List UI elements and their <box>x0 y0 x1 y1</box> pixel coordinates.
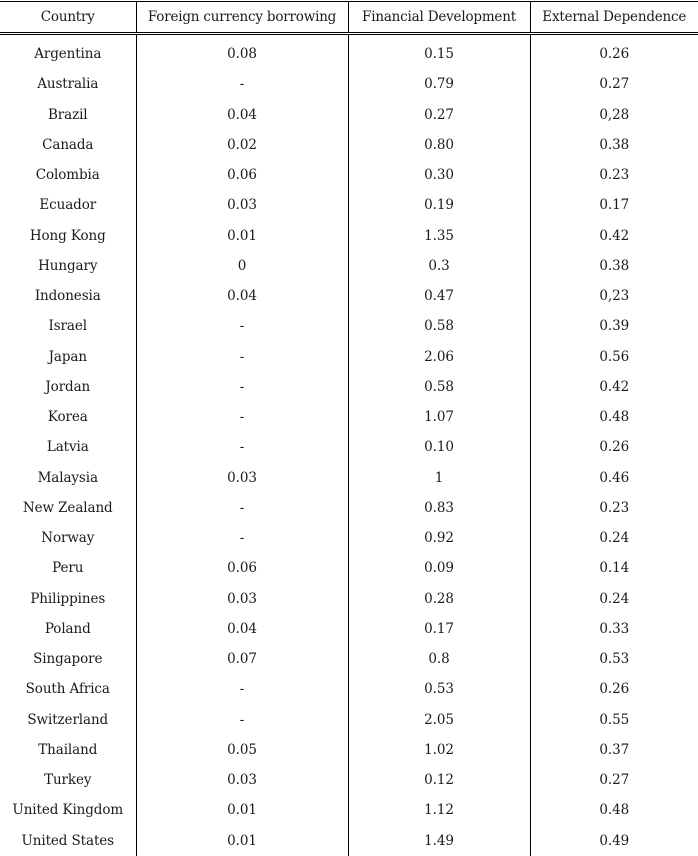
table-row <box>0 100 698 130</box>
external-dependence-cell: 0,28 <box>530 100 698 130</box>
country-cell: Switzerland <box>27 711 109 728</box>
country-cell: Singapore <box>33 651 103 668</box>
table-row <box>0 221 698 251</box>
table-row <box>0 130 698 160</box>
country-cell: Argentina <box>34 46 102 63</box>
financial-development-cell: 1.12 <box>348 795 530 825</box>
foreign-currency-borrowing-cell: 0.02 <box>136 130 348 160</box>
country-cell: Peru <box>52 560 84 577</box>
financial-development-cell: 0.53 <box>348 674 530 704</box>
column-header-foreign-currency-borrowing: Foreign currency borrowing <box>136 2 348 34</box>
country-cell: Jordan <box>45 378 91 395</box>
external-dependence-cell: 0.26 <box>530 674 698 704</box>
external-dependence-cell: 0.42 <box>530 221 698 251</box>
external-dependence-cell: 0.23 <box>530 493 698 523</box>
foreign-currency-borrowing-cell: 0.07 <box>136 644 348 674</box>
financial-development-cell: 2.05 <box>348 705 530 735</box>
country-cell: Thailand <box>38 741 98 758</box>
external-dependence-cell: 0.49 <box>530 826 698 856</box>
country-cell: New Zealand <box>22 499 113 516</box>
table-row <box>0 311 698 341</box>
foreign-currency-borrowing-cell: - <box>136 372 348 402</box>
financial-development-cell: 0.58 <box>348 372 530 402</box>
table-row <box>0 614 698 644</box>
financial-development-cell: 0.3 <box>348 251 530 281</box>
country-cell: Norway <box>41 530 95 547</box>
external-dependence-cell: 0.33 <box>530 614 698 644</box>
financial-development-cell: 0.79 <box>348 69 530 99</box>
table-row <box>0 705 698 735</box>
table-row <box>0 160 698 190</box>
external-dependence-cell: 0.17 <box>530 190 698 220</box>
foreign-currency-borrowing-cell: - <box>136 69 348 99</box>
external-dependence-cell: 0.26 <box>530 432 698 462</box>
country-cell: United Kingdom <box>12 802 124 819</box>
external-dependence-cell: 0.27 <box>530 69 698 99</box>
column-header-financial-development: Financial Development <box>348 2 530 34</box>
financial-development-cell: 0.10 <box>348 432 530 462</box>
financial-development-cell: 1 <box>348 463 530 493</box>
country-cell: Israel <box>48 318 87 335</box>
table-row <box>0 463 698 493</box>
external-dependence-cell: 0.14 <box>530 553 698 583</box>
table-row <box>0 281 698 311</box>
financial-development-cell: 1.02 <box>348 735 530 765</box>
financial-development-cell: 0.12 <box>348 765 530 795</box>
financial-development-cell: 0.19 <box>348 190 530 220</box>
foreign-currency-borrowing-cell: 0.04 <box>136 614 348 644</box>
country-cell: Japan <box>48 348 87 365</box>
table-row <box>0 493 698 523</box>
foreign-currency-borrowing-cell: 0.03 <box>136 765 348 795</box>
country-cell: Hungary <box>38 257 98 274</box>
table-row <box>0 34 698 70</box>
foreign-currency-borrowing-cell: 0 <box>136 251 348 281</box>
foreign-currency-borrowing-cell: - <box>136 493 348 523</box>
external-dependence-cell: 0.39 <box>530 311 698 341</box>
country-cell: Turkey <box>44 772 92 789</box>
table-row <box>0 69 698 99</box>
country-cell: United States <box>21 832 114 849</box>
country-cell: Malaysia <box>37 469 98 486</box>
external-dependence-cell: 0.37 <box>530 735 698 765</box>
foreign-currency-borrowing-cell: 0.03 <box>136 584 348 614</box>
financial-development-cell: 0.83 <box>348 493 530 523</box>
foreign-currency-borrowing-cell: - <box>136 402 348 432</box>
foreign-currency-borrowing-cell: - <box>136 432 348 462</box>
financial-development-cell: 1.49 <box>348 826 530 856</box>
table-row <box>0 553 698 583</box>
foreign-currency-borrowing-cell: 0.01 <box>136 221 348 251</box>
financial-development-cell: 0.30 <box>348 160 530 190</box>
country-data-table <box>0 1 698 856</box>
country-cell: Poland <box>44 620 91 637</box>
table-header <box>0 2 698 34</box>
table-row <box>0 644 698 674</box>
country-cell: Latvia <box>46 439 89 456</box>
foreign-currency-borrowing-cell: 0.01 <box>136 826 348 856</box>
table-row <box>0 432 698 462</box>
table-row <box>0 190 698 220</box>
country-cell: Australia <box>37 76 99 93</box>
table-row <box>0 735 698 765</box>
foreign-currency-borrowing-cell: 0.04 <box>136 100 348 130</box>
foreign-currency-borrowing-cell: 0.08 <box>136 34 348 70</box>
foreign-currency-borrowing-cell: - <box>136 342 348 372</box>
foreign-currency-borrowing-cell: 0.06 <box>136 553 348 583</box>
financial-development-cell: 0.09 <box>348 553 530 583</box>
external-dependence-cell: 0.24 <box>530 584 698 614</box>
table-row <box>0 342 698 372</box>
table-row <box>0 372 698 402</box>
table-row <box>0 584 698 614</box>
financial-development-cell: 1.07 <box>348 402 530 432</box>
country-cell: Colombia <box>35 167 100 184</box>
table-body <box>0 34 698 856</box>
foreign-currency-borrowing-cell: 0.03 <box>136 463 348 493</box>
country-cell: Hong Kong <box>29 227 106 244</box>
financial-development-cell: 0.58 <box>348 311 530 341</box>
financial-development-cell: 1.35 <box>348 221 530 251</box>
foreign-currency-borrowing-cell: - <box>136 674 348 704</box>
foreign-currency-borrowing-cell: - <box>136 311 348 341</box>
country-cell: Brazil <box>47 106 88 123</box>
foreign-currency-borrowing-cell: 0.05 <box>136 735 348 765</box>
external-dependence-cell: 0.56 <box>530 342 698 372</box>
external-dependence-cell: 0,23 <box>530 281 698 311</box>
foreign-currency-borrowing-cell: - <box>136 705 348 735</box>
financial-development-cell: 2.06 <box>348 342 530 372</box>
column-header-external-dependence: External Dependence <box>530 2 698 34</box>
country-cell: Korea <box>47 409 88 426</box>
column-header-country: Country <box>0 2 136 34</box>
financial-development-cell: 0.15 <box>348 34 530 70</box>
external-dependence-cell: 0.48 <box>530 402 698 432</box>
external-dependence-cell: 0.23 <box>530 160 698 190</box>
external-dependence-cell: 0.55 <box>530 705 698 735</box>
country-cell: Indonesia <box>34 288 101 305</box>
table-row <box>0 674 698 704</box>
external-dependence-cell: 0.26 <box>530 34 698 70</box>
external-dependence-cell: 0.53 <box>530 644 698 674</box>
financial-development-cell: 0.27 <box>348 100 530 130</box>
external-dependence-cell: 0.48 <box>530 795 698 825</box>
foreign-currency-borrowing-cell: - <box>136 523 348 553</box>
external-dependence-cell: 0.42 <box>530 372 698 402</box>
financial-development-cell: 0.17 <box>348 614 530 644</box>
table-row <box>0 765 698 795</box>
financial-development-cell: 0.28 <box>348 584 530 614</box>
financial-development-cell: 0.92 <box>348 523 530 553</box>
foreign-currency-borrowing-cell: 0.03 <box>136 190 348 220</box>
foreign-currency-borrowing-cell: 0.06 <box>136 160 348 190</box>
table-row <box>0 826 698 856</box>
header-row <box>0 2 698 34</box>
financial-development-cell: 0.47 <box>348 281 530 311</box>
external-dependence-cell: 0.38 <box>530 251 698 281</box>
external-dependence-cell: 0.38 <box>530 130 698 160</box>
country-cell: Canada <box>42 136 94 153</box>
table-row <box>0 795 698 825</box>
financial-development-cell: 0.8 <box>348 644 530 674</box>
country-cell: Ecuador <box>39 197 97 214</box>
country-cell: Philippines <box>30 590 106 607</box>
country-cell: South Africa <box>25 681 110 698</box>
foreign-currency-borrowing-cell: 0.04 <box>136 281 348 311</box>
table-row <box>0 523 698 553</box>
external-dependence-cell: 0.46 <box>530 463 698 493</box>
external-dependence-cell: 0.24 <box>530 523 698 553</box>
table-row <box>0 402 698 432</box>
table-row <box>0 251 698 281</box>
external-dependence-cell: 0.27 <box>530 765 698 795</box>
financial-development-cell: 0.80 <box>348 130 530 160</box>
foreign-currency-borrowing-cell: 0.01 <box>136 795 348 825</box>
